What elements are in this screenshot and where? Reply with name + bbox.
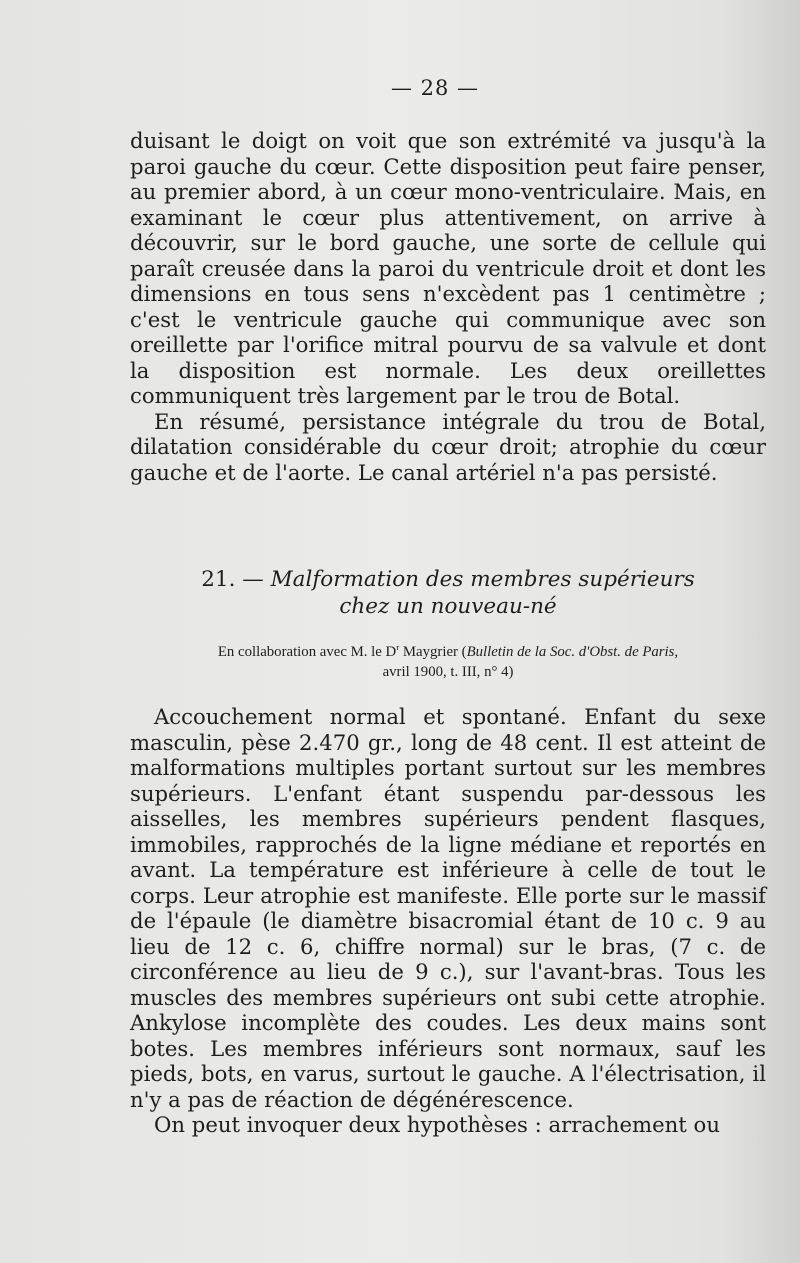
section-title-line-1 bbox=[130, 566, 766, 593]
collaboration-author: Maygrier ( bbox=[399, 644, 467, 660]
collaboration-journal: Bulletin de la Soc. d'Obst. de Paris, bbox=[466, 644, 679, 660]
paragraph: En résumé, persistance intégrale du trou de Botal, dilatation considérable du cœur droit; atrophie du cœur gauche et de l'aorte. Le canal artériel n'a pas persisté. bbox=[130, 408, 766, 485]
section-number: 21. — bbox=[201, 567, 264, 592]
section-title: Malformation des membres supérieurs bbox=[270, 567, 695, 592]
section-title-line-2: chez un nouveau-né bbox=[339, 594, 557, 619]
collaboration-note bbox=[130, 642, 766, 682]
paragraph: duisant le doigt on voit que son extrémité va jusqu'à la paroi gauche du cœur. Cette disposition peut faire penser, au premier abord, à un cœur mono-ventriculaire. Mais, en examinant le cœur plus attentivement, on arrive à découvrir, sur le bord gauche, une sorte de cellule qui paraît creusée dans la paroi du ventricule droit et dont les dimensions en tous sens n'excèdent pas 1 centimètre ; c'est le ventricule gauche qui communique avec son oreillette par l'orifice mitral pourvu de sa valvule et dont la disposition est normale. Les deux oreillettes communiquent très largement par le trou de Botal. bbox=[130, 128, 766, 408]
collaboration-details: avril 1900, t. III, n° 4) bbox=[382, 664, 514, 680]
body-text-bottom bbox=[130, 704, 766, 1138]
page-number: — 28 — bbox=[390, 76, 480, 100]
body-text-top bbox=[130, 128, 766, 485]
collaboration-line-1 bbox=[130, 642, 766, 662]
paragraph: Accouchement normal et spontané. Enfant du sexe masculin, pèse 2.470 gr., long de 48 cent. Il est atteint de malformations multiples portant surtout sur les membres supérieurs. L'enfant étant suspendu par-dessous les aisselles, les membres supérieurs pendent flasques, immobiles, rapprochés de la ligne médiane et reportés en avant. La température est inférieure à celle de tout le corps. Leur atrophie est manifeste. Elle porte sur le massif de l'épaule (le diamètre bisacromial étant de 10 c. 9 au lieu de 12 c. 6, chiffre normal) sur le bras, (7 c. de circonférence au lieu de 9 c.), sur l'avant-bras. Tous les muscles des membres supérieurs ont subi cette atrophie. Ankylose incomplète des coudes. Les deux mains sont botes. Les membres inférieurs sont normaux, sauf les pieds, bots, en varus, surtout le gauche. A l'électrisation, il n'y a pas de réaction de dégénérescence. bbox=[130, 704, 766, 1112]
collaboration-prefix: En collaboration avec M. le D bbox=[217, 644, 397, 660]
section-heading bbox=[130, 566, 766, 620]
collaboration-superscript: r bbox=[396, 642, 400, 653]
paragraph: On peut invoquer deux hypothèses : arrachement ou bbox=[154, 1112, 720, 1137]
